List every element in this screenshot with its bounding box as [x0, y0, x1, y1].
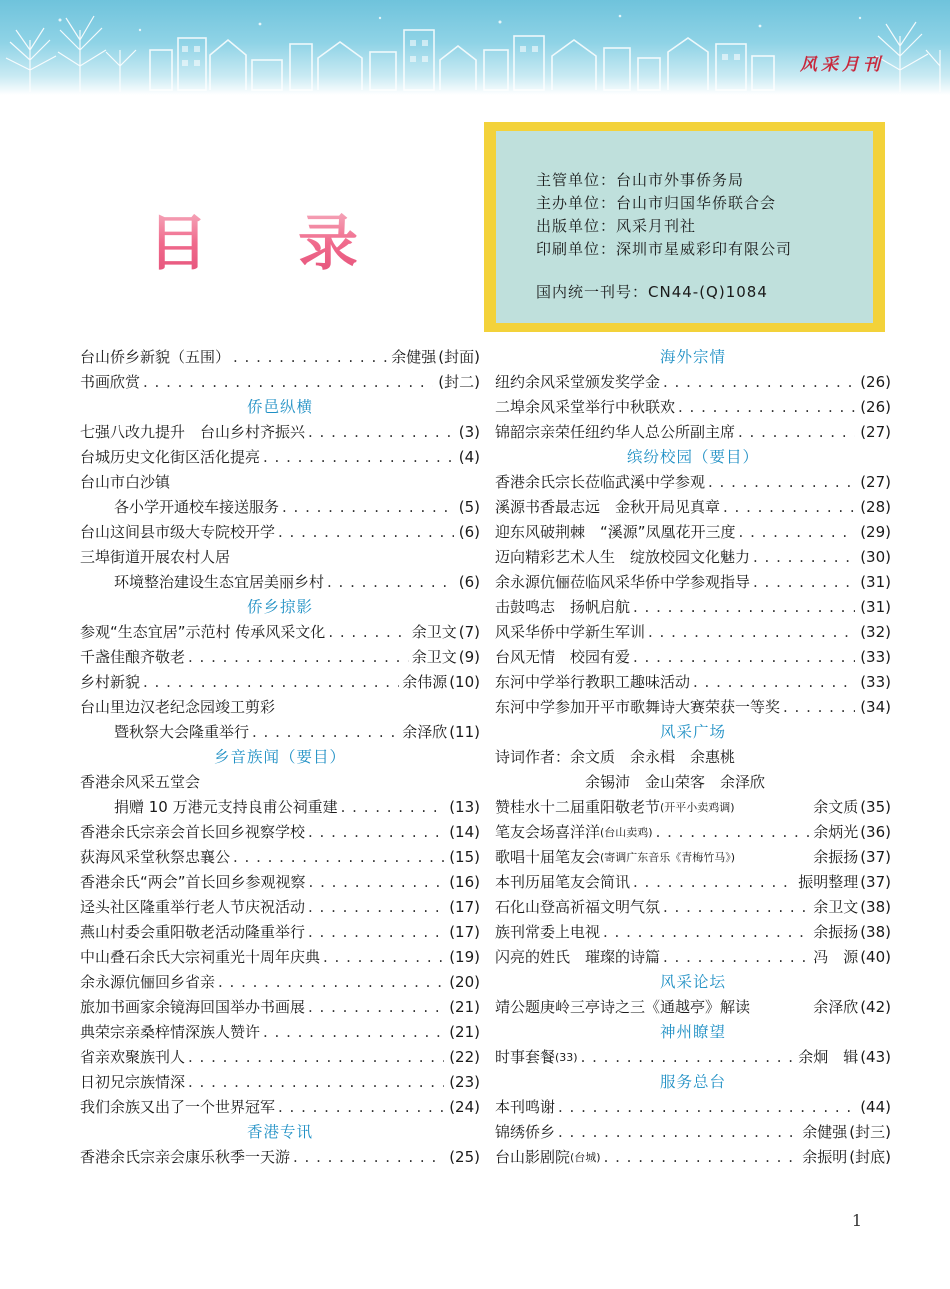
- toc-entry[interactable]: [495, 920, 891, 945]
- toc-entry-title: 余锡沛 金山荣客 余泽欣: [585, 773, 766, 791]
- toc-entry-author: 余泽欣: [813, 998, 859, 1016]
- toc-entry-title: 千盏佳酿齐敬老: [80, 648, 186, 666]
- toc-entry-title: 迳头社区隆重举行老人节庆祝活动: [80, 898, 306, 916]
- toc-leader-dots: [558, 1095, 855, 1120]
- toc-entry[interactable]: [495, 1145, 891, 1170]
- toc-entry-title: 各小学开通校车接送服务: [114, 498, 280, 516]
- toc-right-column: [495, 345, 891, 1170]
- toc-leader-dots: [738, 420, 855, 445]
- toc-leader-dots: [663, 945, 810, 970]
- toc-entry-title: 迎东风破荆棘 “溪源”凤凰花开三度: [495, 523, 736, 541]
- toc-entry-page: (42): [860, 998, 891, 1016]
- toc-entry-title: 锦绣侨乡: [495, 1123, 556, 1141]
- toc-entry-author: 余卫文: [411, 648, 457, 666]
- toc-entry-title: 余永源伉俪莅临风采华侨中学参观指导: [495, 573, 751, 591]
- toc-leader-dots: [308, 895, 444, 920]
- toc-entry-title: 台城历史文化街区活化提亮: [80, 448, 261, 466]
- toc-entry-page: (37): [860, 873, 891, 891]
- toc-entry-page: (4): [458, 448, 480, 466]
- toc-entry-note: (33): [555, 1051, 578, 1064]
- toc-entry[interactable]: [495, 770, 891, 795]
- toc-entry[interactable]: [80, 1145, 480, 1170]
- toc-entry[interactable]: [495, 820, 891, 845]
- toc-entry[interactable]: [80, 520, 480, 545]
- page-number: 1: [851, 1211, 862, 1230]
- toc-entry-page: (23): [449, 1073, 480, 1091]
- toc-leader-dots: [188, 645, 409, 670]
- toc-entry[interactable]: [495, 1095, 891, 1120]
- toc-entry[interactable]: [495, 895, 891, 920]
- toc-entry-page: (封二): [438, 373, 480, 391]
- toc-entry-page: (25): [449, 1148, 480, 1166]
- toc-entry[interactable]: [80, 1045, 480, 1070]
- toc-entry-page: (33): [860, 648, 891, 666]
- toc-entry-title: 二埠余风采堂举行中秋联欢: [495, 398, 676, 416]
- toc-entry[interactable]: [80, 845, 480, 870]
- toc-entry-page: (22): [449, 1048, 480, 1066]
- toc-entry-title: 溪源书香最志远 金秋开局见真章: [495, 498, 721, 516]
- toc-section-heading: 侨乡掠影: [246, 598, 313, 616]
- toc-section-heading: 服务总台: [659, 1073, 726, 1091]
- toc-entry[interactable]: [80, 1095, 480, 1120]
- toc-entry[interactable]: [80, 1020, 480, 1045]
- toc-entry-page: (6): [458, 573, 480, 591]
- toc-entry[interactable]: [495, 995, 891, 1020]
- toc-leader-dots: [188, 1070, 444, 1095]
- toc-leader-dots: [327, 570, 454, 595]
- toc-leader-dots: [263, 1020, 444, 1045]
- toc-leader-dots: [341, 795, 445, 820]
- toc-entry-title: 纽约余风采堂颁发奖学金: [495, 373, 661, 391]
- toc-entry-title: 三埠街道开展农村人居: [80, 548, 231, 566]
- toc-leader-dots: [604, 1145, 800, 1170]
- toc-entry[interactable]: [495, 495, 891, 520]
- toc-entry[interactable]: [80, 495, 480, 520]
- toc-entry-title: 环境整治建设生态宜居美丽乡村: [114, 573, 325, 591]
- header-banner: [0, 0, 950, 95]
- toc-entry-page: (31): [860, 598, 891, 616]
- toc-entry-title: 香港余氏宗亲会康乐秋季一天游: [80, 1148, 291, 1166]
- toc-entry-title: 东河中学举行教职工趣味活动: [495, 673, 691, 691]
- toc-entry-page: (14): [449, 823, 480, 841]
- toc-entry-title: 余永源伉俪回乡省亲: [80, 973, 216, 991]
- toc-entry-title: 击鼓鸣志 扬帆启航: [495, 598, 631, 616]
- toc-entry-page: (13): [449, 798, 480, 816]
- toc-entry-author: 振明整理: [798, 873, 859, 891]
- toc-leader-dots: [633, 870, 795, 895]
- toc-entry-author: 余振扬: [813, 848, 859, 866]
- toc-leader-dots: [633, 595, 855, 620]
- toc-leader-dots: [753, 570, 855, 595]
- toc-entry-title: 族刊常委上电视: [495, 923, 601, 941]
- toc-section-heading: 缤纷校园（要目）: [626, 448, 759, 466]
- toc-entry[interactable]: [495, 420, 891, 445]
- toc-entry-page: (43): [860, 1048, 891, 1066]
- toc-entry-author: 余泽欣: [402, 723, 448, 741]
- toc-entry-page: (31): [860, 573, 891, 591]
- toc-spacer: [735, 845, 813, 870]
- toc-entry-page: (36): [860, 823, 891, 841]
- toc-leader-dots: [252, 720, 399, 745]
- toc-entry-page: (30): [860, 548, 891, 566]
- toc-leader-dots: [278, 1095, 444, 1120]
- toc-entry[interactable]: [80, 620, 480, 645]
- toc-entry-page: (20): [449, 973, 480, 991]
- toc-spacer: [750, 995, 813, 1020]
- info-line-publisher: 出版单位：风采月刊社: [536, 217, 697, 235]
- toc-leader-dots: [293, 1145, 444, 1170]
- toc-entry-author: 余卫文: [411, 623, 457, 641]
- info-issn: 国内统一刊号：CN44-(Q)1084: [536, 283, 768, 301]
- toc-entry[interactable]: [80, 970, 480, 995]
- toc-leader-dots: [282, 495, 454, 520]
- toc-entry-page: (11): [449, 723, 480, 741]
- toc-spacer: [735, 745, 891, 770]
- toc-entry-page: (32): [860, 623, 891, 641]
- toc-entry[interactable]: [80, 370, 480, 395]
- toc-entry[interactable]: [80, 645, 480, 670]
- toc-leader-dots: [753, 545, 855, 570]
- toc-entry-page: (7): [458, 623, 480, 641]
- toc-entry[interactable]: [495, 395, 891, 420]
- toc-entry-title: 乡村新貌: [80, 673, 141, 691]
- toc-entry-title: 台山里边汉老纪念园竣工剪彩: [80, 698, 276, 716]
- toc-leader-dots: [188, 1045, 444, 1070]
- toc-entry[interactable]: [80, 545, 480, 570]
- toc-entry-author: 余振扬: [813, 923, 859, 941]
- toc-spacer: [765, 770, 891, 795]
- toc-entry-page: (33): [860, 673, 891, 691]
- toc-leader-dots: [278, 520, 454, 545]
- toc-entry[interactable]: [495, 520, 891, 545]
- toc-entry[interactable]: [80, 695, 480, 720]
- toc-section-heading: 侨邑纵横: [246, 398, 313, 416]
- toc-leader-dots: [603, 920, 810, 945]
- toc-section-heading: 香港专讯: [246, 1123, 313, 1141]
- toc-leader-dots: [309, 870, 445, 895]
- publisher-info-inner: [496, 131, 873, 323]
- toc-entry-title: 赞桂水十二届重阳敬老节: [495, 798, 661, 816]
- toc-leader-dots: [308, 820, 444, 845]
- toc-entry-page: (15): [449, 848, 480, 866]
- toc-section-heading: 风采论坛: [659, 973, 726, 991]
- toc-entry[interactable]: [80, 945, 480, 970]
- toc-section-heading: 海外宗情: [659, 348, 726, 366]
- publisher-info-box: [484, 122, 885, 332]
- city-skyline-illustration: [0, 0, 950, 95]
- toc-entry[interactable]: [80, 1070, 480, 1095]
- toc-section-heading: 乡音族闻（要目）: [213, 748, 346, 766]
- toc-entry-page: (封面): [438, 348, 480, 366]
- toc-leader-dots: [233, 345, 388, 370]
- toc-entry[interactable]: [80, 345, 480, 370]
- toc-entry-title: 书画欣赏: [80, 373, 141, 391]
- toc-entry-page: (26): [860, 373, 891, 391]
- toc-entry-title: 省亲欢聚族刊人: [80, 1048, 186, 1066]
- toc-entry-note: (寄调广东音乐《青梅竹马》): [600, 851, 736, 864]
- toc-leader-dots: [308, 995, 444, 1020]
- toc-entry[interactable]: [495, 370, 891, 395]
- toc-entry-title: 典荣宗亲桑梓情深族人赞许: [80, 1023, 261, 1041]
- toc-entry-title: 燕山村委会重阳敬老活动隆重举行: [80, 923, 306, 941]
- magazine-name: 风采月刊: [800, 55, 884, 75]
- toc-entry-note: (开平小卖鸡调): [660, 801, 735, 814]
- toc-spacer: [170, 470, 480, 495]
- toc-entry-title: 本刊鸣谢: [495, 1098, 556, 1116]
- toc-entry-title: 香港余风采五堂会: [80, 773, 201, 791]
- toc-leader-dots: [143, 370, 433, 395]
- toc-entry-title: 台风无情 校园有爱: [495, 648, 631, 666]
- toc-entry[interactable]: [495, 1045, 891, 1070]
- toc-entry-page: (16): [449, 873, 480, 891]
- toc-entry-page: (21): [449, 1023, 480, 1041]
- toc-entry[interactable]: [495, 670, 891, 695]
- toc-entry-title: 七强八改九提升 台山乡村齐振兴: [80, 423, 306, 441]
- toc-entry-title: 本刊历届笔友会简讯: [495, 873, 631, 891]
- toc-entry[interactable]: [495, 845, 891, 870]
- toc-entry-page: (9): [458, 648, 480, 666]
- toc-entry-page: (28): [860, 498, 891, 516]
- toc-leader-dots: [633, 645, 855, 670]
- toc-entry-title: 台山市白沙镇: [80, 473, 171, 491]
- toc-left-column: [80, 345, 480, 1170]
- toc-entry-page: (17): [449, 923, 480, 941]
- toc-leader-dots: [648, 620, 855, 645]
- toc-entry-author: 余炳光: [813, 823, 859, 841]
- toc-leader-dots: [663, 370, 855, 395]
- info-line-printer: 印刷单位：深圳市星威彩印有限公司: [536, 240, 793, 258]
- toc-leader-dots: [693, 670, 855, 695]
- toc-entry-title: 日初兄宗族情深: [80, 1073, 186, 1091]
- toc-entry[interactable]: [80, 720, 480, 745]
- toc-entry-author: 余健强: [802, 1123, 848, 1141]
- toc-spacer: [275, 695, 480, 720]
- toc-entry[interactable]: [80, 420, 480, 445]
- toc-entry-title: 锦韶宗亲荣任纽约华人总公所副主席: [495, 423, 736, 441]
- toc-entry[interactable]: [80, 570, 480, 595]
- toc-entry-page: (44): [860, 1098, 891, 1116]
- toc-entry-page: (29): [860, 523, 891, 541]
- toc-entry-page: (24): [449, 1098, 480, 1116]
- toc-leader-dots: [323, 945, 444, 970]
- toc-entry-title: 诗词作者：余文质 余永楫 余惠桃: [495, 748, 736, 766]
- toc-entry[interactable]: [495, 870, 891, 895]
- toc-leader-dots: [218, 970, 444, 995]
- toc-entry[interactable]: [495, 945, 891, 970]
- toc-entry-title: 捐赠 10 万港元支持良甫公祠重建: [114, 798, 338, 816]
- toc-entry[interactable]: [80, 870, 480, 895]
- toc-leader-dots: [558, 1120, 799, 1145]
- toc-entry-title: 台山这间县市级大专院校开学: [80, 523, 276, 541]
- toc-spacer: [200, 770, 480, 795]
- toc-entry[interactable]: [80, 445, 480, 470]
- toc-entry[interactable]: [495, 545, 891, 570]
- toc-entry-page: (35): [860, 798, 891, 816]
- toc-entry-title: 迈向精彩艺术人生 绽放校园文化魅力: [495, 548, 751, 566]
- toc-entry-page: (5): [458, 498, 480, 516]
- toc-entry[interactable]: [495, 470, 891, 495]
- toc-leader-dots: [678, 395, 855, 420]
- toc-entry-page: (10): [449, 673, 480, 691]
- toc-entry[interactable]: [80, 895, 480, 920]
- toc-entry-title: 中山叠石余氏大宗祠重光十周年庆典: [80, 948, 321, 966]
- toc-leader-dots: [308, 420, 454, 445]
- toc-entry-page: (34): [860, 698, 891, 716]
- toc-entry-page: (38): [860, 898, 891, 916]
- info-line-sponsor: 主办单位：台山市归国华侨联合会: [536, 194, 777, 212]
- toc-entry[interactable]: [495, 595, 891, 620]
- toc-entry-page: (21): [449, 998, 480, 1016]
- toc-entry[interactable]: [80, 995, 480, 1020]
- toc-leader-dots: [308, 920, 444, 945]
- toc-leader-dots: [328, 620, 408, 645]
- toc-entry[interactable]: [495, 570, 891, 595]
- toc-entry[interactable]: [80, 820, 480, 845]
- toc-entry-page: (6): [458, 523, 480, 541]
- toc-entry-title: 暨秋祭大会隆重举行: [114, 723, 250, 741]
- toc-leader-dots: [233, 845, 444, 870]
- toc-entry-note: (台山卖鸡): [600, 826, 653, 839]
- toc-leader-dots: [581, 1045, 796, 1070]
- toc-entry-page: (38): [860, 923, 891, 941]
- toc-entry-page: (封底): [849, 1148, 891, 1166]
- toc-entry-page: (37): [860, 848, 891, 866]
- toc-leader-dots: [708, 470, 855, 495]
- toc-entry-title: 时事套餐: [495, 1048, 556, 1066]
- toc-entry-page: (封三): [849, 1123, 891, 1141]
- toc-entry-title: 香港余氏宗长莅临武溪中学参观: [495, 473, 706, 491]
- toc-entry-author: 余伟源: [402, 673, 448, 691]
- toc-entry-page: (40): [860, 948, 891, 966]
- toc-entry-author: 余卫文: [813, 898, 859, 916]
- toc-entry-title: 石化山登高祈福文明气氛: [495, 898, 661, 916]
- toc-entry[interactable]: [495, 620, 891, 645]
- toc-entry-title: 旅加书画家余镜海回国举办书画展: [80, 998, 306, 1016]
- toc-entry-page: (27): [860, 423, 891, 441]
- toc-section-heading: 神州瞭望: [659, 1023, 726, 1041]
- toc-entry-author: 余炯 辑: [798, 1048, 859, 1066]
- toc-entry[interactable]: [495, 795, 891, 820]
- toc-entry-title: 参观“生态宜居”示范村 传承风采文化: [80, 623, 326, 641]
- toc-entry[interactable]: [80, 670, 480, 695]
- toc-entry[interactable]: [495, 695, 891, 720]
- toc-entry-title: 荻海风采堂秋祭忠襄公: [80, 848, 231, 866]
- toc-leader-dots: [783, 695, 855, 720]
- toc-leader-dots: [263, 445, 454, 470]
- toc-entry-title: 风采华侨中学新生军训: [495, 623, 646, 641]
- toc-leader-dots: [656, 820, 811, 845]
- toc-entry-page: (3): [458, 423, 480, 441]
- page-title: 目录: [148, 196, 448, 282]
- toc-leader-dots: [739, 520, 856, 545]
- toc-entry-note: (台城): [570, 1151, 601, 1164]
- toc-entry-title: 台山影剧院: [495, 1148, 571, 1166]
- toc-entry-title: 东河中学参加开平市歌舞诗大赛荣获一等奖: [495, 698, 781, 716]
- toc-entry-author: 余健强: [391, 348, 437, 366]
- toc-entry[interactable]: [80, 470, 480, 495]
- toc-entry[interactable]: [80, 770, 480, 795]
- toc-entry-title: 笔友会场喜洋洋: [495, 823, 601, 841]
- toc-entry[interactable]: [80, 795, 480, 820]
- toc-entry[interactable]: [80, 920, 480, 945]
- toc-entry-title: 台山侨乡新貌（五围）: [80, 348, 231, 366]
- toc-entry-title: 闪亮的姓氏 璀璨的诗篇: [495, 948, 661, 966]
- toc-entry-page: (27): [860, 473, 891, 491]
- toc-entry[interactable]: [495, 645, 891, 670]
- toc-spacer: [230, 545, 480, 570]
- toc-entry-author: 余文质: [813, 798, 859, 816]
- toc-entry-title: 靖公题庚岭三亭诗之三《通越亭》解读: [495, 998, 751, 1016]
- toc-entry-page: (26): [860, 398, 891, 416]
- toc-entry-title: 香港余氏“两会”首长回乡参观视察: [80, 873, 306, 891]
- toc-leader-dots: [663, 895, 810, 920]
- toc-entry[interactable]: [495, 745, 891, 770]
- toc-entry-title: 歌唱十届笔友会: [495, 848, 601, 866]
- toc-leader-dots: [143, 670, 399, 695]
- toc-section-heading: 风采广场: [659, 723, 726, 741]
- toc-entry-title: 我们余族又出了一个世界冠军: [80, 1098, 276, 1116]
- toc-entry[interactable]: [495, 1120, 891, 1145]
- info-line-supervisor: 主管单位：台山市外事侨务局: [536, 171, 745, 189]
- toc-spacer: [735, 795, 814, 820]
- toc-entry-author: 余振明: [802, 1148, 848, 1166]
- toc-entry-page: (19): [449, 948, 480, 966]
- toc-leader-dots: [723, 495, 855, 520]
- toc-entry-title: 香港余氏宗亲会首长回乡视察学校: [80, 823, 306, 841]
- toc-entry-author: 冯 源: [813, 948, 859, 966]
- toc-entry-page: (17): [449, 898, 480, 916]
